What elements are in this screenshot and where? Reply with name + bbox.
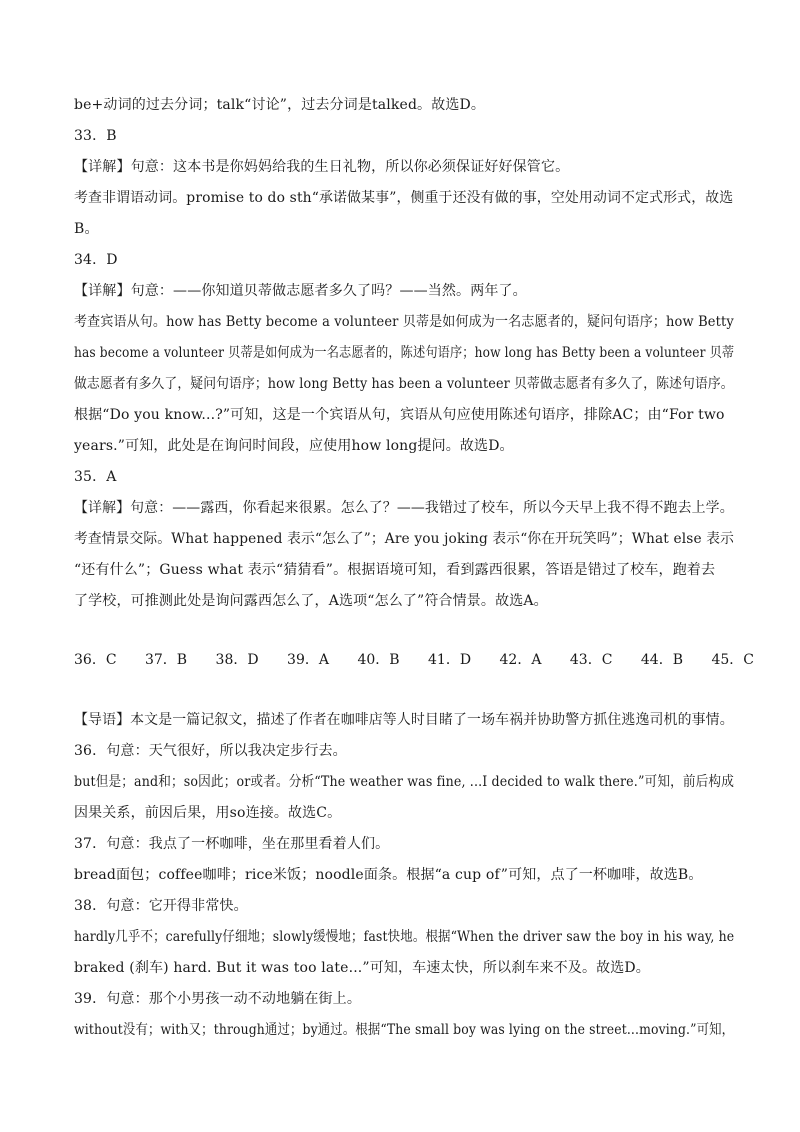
answer-item: 43．C [569,652,613,668]
text-line: 36．句意：天气很好，所以我决定步行去。 [74,743,347,759]
answer-item: 36．C [74,652,117,668]
answer-item: 37．B [144,652,188,668]
text-line: 38．句意：它开得非常快。 [74,898,248,914]
text-line: 考查宾语从句。how has Betty become a volunteer 贝蒂是如何成为一名志愿者的，疑问句语序；how Betty [74,314,734,330]
answer-item: 39．A [287,652,329,668]
text-line: 做志愿者有多久了，疑问句语序；how long Betty has been a volunteer 贝蒂做志愿者有多久了，陈述句语序。 [74,376,734,392]
answer-item: 40．B [357,652,400,668]
answer-item: 41．D [428,652,472,668]
question-number: 33．B [74,128,117,144]
text-line: hardly几乎不；carefully仔细地；slowly缓慢地；fast快地。根据“When the driver saw the boy in his way, he [74,929,735,945]
answer-item: 42．A [499,652,542,668]
text-line: 考查情景交际。What happened 表示“怎么了”；Are you joking 表示“你在开玩笑吗”；What else 表示 [74,531,735,547]
text-line: be+动词的过去分词；talk“讨论”，过去分词是talked。故选D。 [74,97,486,113]
question-number: 34．D [74,252,118,268]
text-line: 【详解】句意：——你知道贝蒂做志愿者多久了吗？——当然。两年了。 [74,283,527,299]
text-line: “还有什么”；Guess what 表示“猜猜看”。根据语境可知，看到露西很累，答语是错过了校车，跑着去 [74,562,716,578]
text-line: but但是；and和；so因此；or或者。分析“The weather was fine, ...I decided to walk there.”可知，前后构成 [74,774,734,790]
text-line: 因果关系，前因后果，用so连接。故选C。 [74,805,342,821]
answer-item: 45．C [711,652,754,668]
text-line: B。 [74,221,99,237]
text-line: 了学校，可推测此处是询问露西怎么了，A选项“怎么了”符合情景。故选A。 [74,593,548,609]
answer-item: 44．B [640,652,683,668]
text-line: has become a volunteer 贝蒂是如何成为一名志愿者的，陈述句语序；how long has Betty been a volunteer 贝蒂 [74,345,735,361]
text-line: 根据“Do you know...?”可知，这是一个宾语从句，宾语从句应使用陈述句语序，排除AC；由“For two [74,407,725,423]
answer-item: 38．D [215,652,259,668]
text-line: 考查非谓语动词。promise to do sth“承诺做某事”，侧重于还没有做的事，空处用动词不定式形式，故选 [74,190,734,206]
text-line: 37．句意：我点了一杯咖啡，坐在那里看着人们。 [74,836,390,852]
text-line: 【导语】本文是一篇记叙文，描述了作者在咖啡店等人时目睹了一场车祸并协助警方抓住逃逸司机的事情。 [74,712,734,728]
question-number: 35．A [74,469,117,485]
text-line: braked (刹车) hard. But it was too late...”可知，车速太快，所以刹车来不及。故选D。 [74,960,650,976]
answer-key-row [74,650,754,670]
text-line: 【详解】句意：——露西，你看起来很累。怎么了？——我错过了校车，所以今天早上我不得不跑去上学。 [74,500,734,516]
text-line: years.”可知，此处是在询问时间段，应使用how long提问。故选D。 [74,438,514,454]
text-line: 39．句意：那个小男孩一动不动地躺在街上。 [74,991,361,1007]
text-line: without没有；with又；through通过；by通过。根据“The small boy was lying on the street...moving.”可知， [74,1022,735,1038]
text-line: 【详解】句意：这本书是你妈妈给我的生日礼物，所以你必须保证好好保管它。 [74,159,570,175]
text-line: bread面包；coffee咖啡；rice米饭；noodle面条。根据“a cup of”可知，点了一杯咖啡，故选B。 [74,867,703,883]
